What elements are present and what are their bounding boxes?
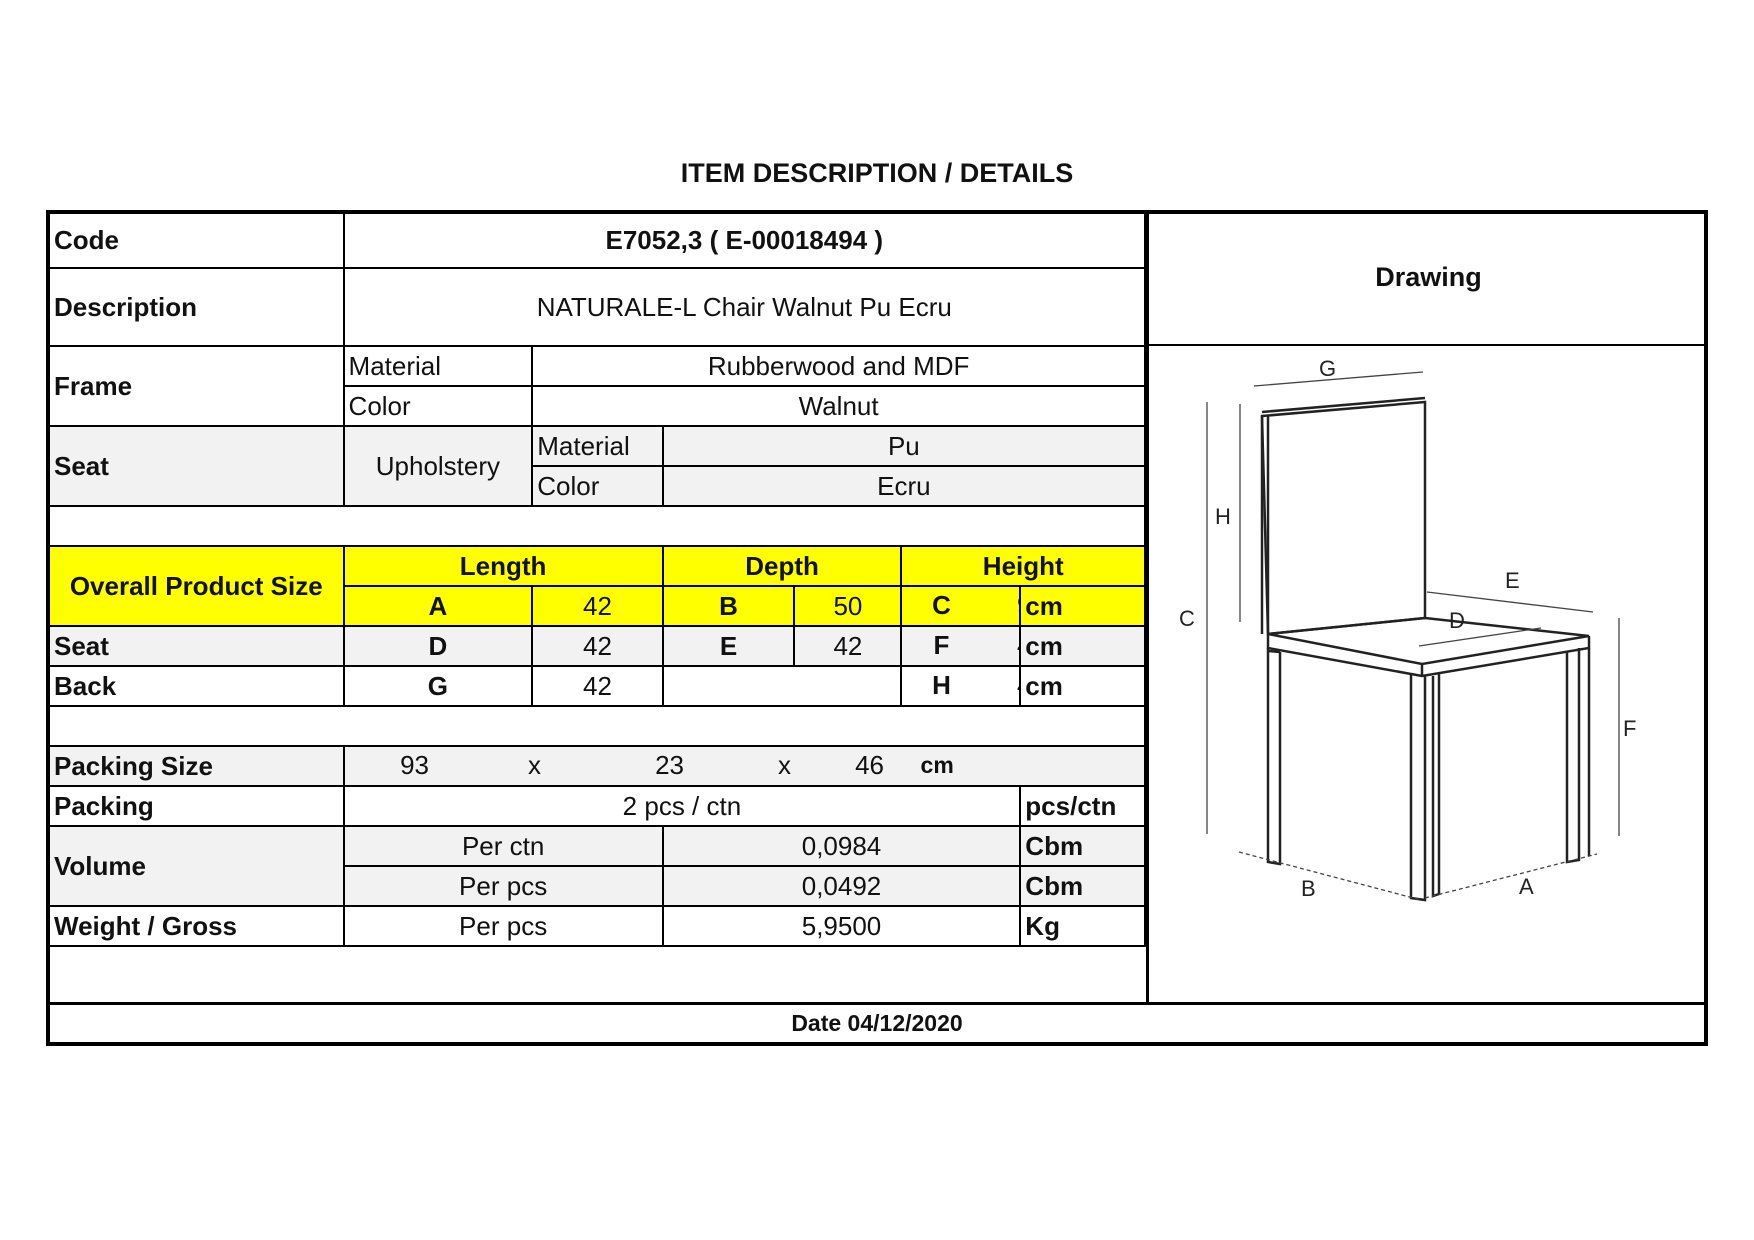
back-dims-unit: cm bbox=[1020, 666, 1145, 706]
dim-h-label: H bbox=[932, 670, 951, 700]
seat-dims-unit: cm bbox=[1020, 626, 1145, 666]
seat-spec-label: Seat bbox=[50, 426, 344, 506]
weight-label: Weight / Gross bbox=[50, 906, 344, 946]
dim-a-label: A bbox=[344, 586, 533, 626]
code-row bbox=[50, 214, 1145, 268]
packing-width: 23 bbox=[655, 750, 684, 780]
letter-d: D bbox=[1449, 608, 1465, 633]
packing-unit: pcs/ctn bbox=[1020, 786, 1145, 826]
letter-c: C bbox=[1179, 606, 1195, 631]
dim-f-label: F bbox=[933, 630, 950, 660]
dim-h-cell bbox=[901, 666, 1020, 706]
frame-material-label: Material bbox=[344, 346, 533, 386]
spec-table bbox=[50, 214, 1146, 947]
depth-header: Depth bbox=[663, 546, 902, 586]
letter-a: A bbox=[1519, 874, 1534, 899]
volume-per-pcs-unit: Cbm bbox=[1020, 866, 1145, 906]
overall-size-label: Overall Product Size bbox=[50, 546, 344, 626]
seat-dims-row bbox=[50, 626, 1145, 666]
back-dims-row bbox=[50, 666, 1145, 706]
seat-material-label: Material bbox=[532, 426, 662, 466]
drawing-area bbox=[1149, 346, 1708, 1002]
letter-g: G bbox=[1319, 356, 1337, 381]
seat-color-label: Color bbox=[532, 466, 662, 506]
drawing-label: Drawing bbox=[1149, 214, 1708, 346]
seat-color-value: Ecru bbox=[663, 466, 1145, 506]
letter-e: E bbox=[1505, 568, 1520, 593]
volume-per-pcs-value: 0,0492 bbox=[663, 866, 1021, 906]
overall-header-row bbox=[50, 546, 1145, 586]
seat-material-row bbox=[50, 426, 1145, 466]
footer-date: Date 04/12/2020 bbox=[50, 1002, 1704, 1042]
spacer-row bbox=[50, 506, 1145, 546]
dim-f-value bbox=[980, 627, 1020, 663]
volume-per-ctn-unit: Cbm bbox=[1020, 826, 1145, 866]
document-title: ITEM DESCRIPTION / DETAILS bbox=[680, 158, 1074, 188]
volume-per-pcs-label: Per pcs bbox=[344, 866, 663, 906]
letter-h: H bbox=[1215, 504, 1231, 529]
packing-size-label: Packing Size bbox=[50, 746, 344, 786]
dim-g-value: 42 bbox=[532, 666, 662, 706]
packing-label: Packing bbox=[50, 786, 344, 826]
chair-drawing bbox=[1149, 346, 1705, 1002]
seat-material-value: Pu bbox=[663, 426, 1145, 466]
dim-h-value bbox=[980, 667, 1020, 703]
packing-value: 2 pcs / ctn bbox=[344, 786, 1021, 826]
packing-size-values bbox=[344, 746, 1145, 786]
letter-b: B bbox=[1301, 876, 1316, 901]
description-value: NATURALE-L Chair Walnut Pu Ecru bbox=[344, 268, 1145, 346]
volume-per-ctn-label: Per ctn bbox=[344, 826, 663, 866]
packing-row bbox=[50, 786, 1145, 826]
packing-height: 46 bbox=[855, 750, 884, 780]
weight-value: 5,9500 bbox=[663, 906, 1021, 946]
back-dims-label: Back bbox=[50, 666, 344, 706]
dim-c-label: C bbox=[932, 590, 951, 620]
upholstery-label: Upholstery bbox=[344, 426, 533, 506]
dim-c-cell bbox=[901, 586, 1020, 626]
dim-e-label: E bbox=[663, 626, 795, 666]
volume-label: Volume bbox=[50, 826, 344, 906]
description-label: Description bbox=[50, 268, 344, 346]
description-row bbox=[50, 268, 1145, 346]
packing-x-1: x bbox=[528, 750, 542, 780]
weight-per-pcs-label: Per pcs bbox=[344, 906, 663, 946]
dim-g-label: G bbox=[344, 666, 533, 706]
dim-b-value: 50 bbox=[794, 586, 901, 626]
overall-unit: cm bbox=[1020, 586, 1145, 626]
dim-b-label: B bbox=[663, 586, 795, 626]
drawing-panel bbox=[1146, 214, 1708, 1002]
packing-length: 93 bbox=[400, 750, 429, 780]
dim-f-cell bbox=[901, 626, 1020, 666]
code-value: E7052,3 ( E-00018494 ) bbox=[344, 214, 1145, 268]
dim-a-value: 42 bbox=[532, 586, 662, 626]
packing-size-row bbox=[50, 746, 1145, 786]
dim-e-value: 42 bbox=[794, 626, 901, 666]
height-header: Height bbox=[901, 546, 1145, 586]
frame-color-label: Color bbox=[344, 386, 533, 426]
dim-d-value: 42 bbox=[532, 626, 662, 666]
volume-per-ctn-value: 0,0984 bbox=[663, 826, 1021, 866]
volume-per-ctn-row bbox=[50, 826, 1145, 866]
weight-unit: Kg bbox=[1020, 906, 1145, 946]
packing-x-2: x bbox=[778, 750, 792, 780]
code-label: Code bbox=[50, 214, 344, 268]
frame-label: Frame bbox=[50, 346, 344, 426]
chair-outline bbox=[1262, 398, 1589, 900]
frame-material-row bbox=[50, 346, 1145, 386]
spacer-row bbox=[50, 706, 1145, 746]
dim-d-label: D bbox=[344, 626, 533, 666]
frame-color-value: Walnut bbox=[532, 386, 1145, 426]
packing-size-unit: cm bbox=[920, 752, 954, 778]
letter-f: F bbox=[1623, 716, 1637, 741]
length-header: Length bbox=[344, 546, 663, 586]
spec-sheet bbox=[46, 210, 1708, 1046]
frame-material-value: Rubberwood and MDF bbox=[532, 346, 1145, 386]
dim-c-value bbox=[980, 587, 1020, 623]
seat-dims-label: Seat bbox=[50, 626, 344, 666]
weight-row bbox=[50, 906, 1145, 946]
